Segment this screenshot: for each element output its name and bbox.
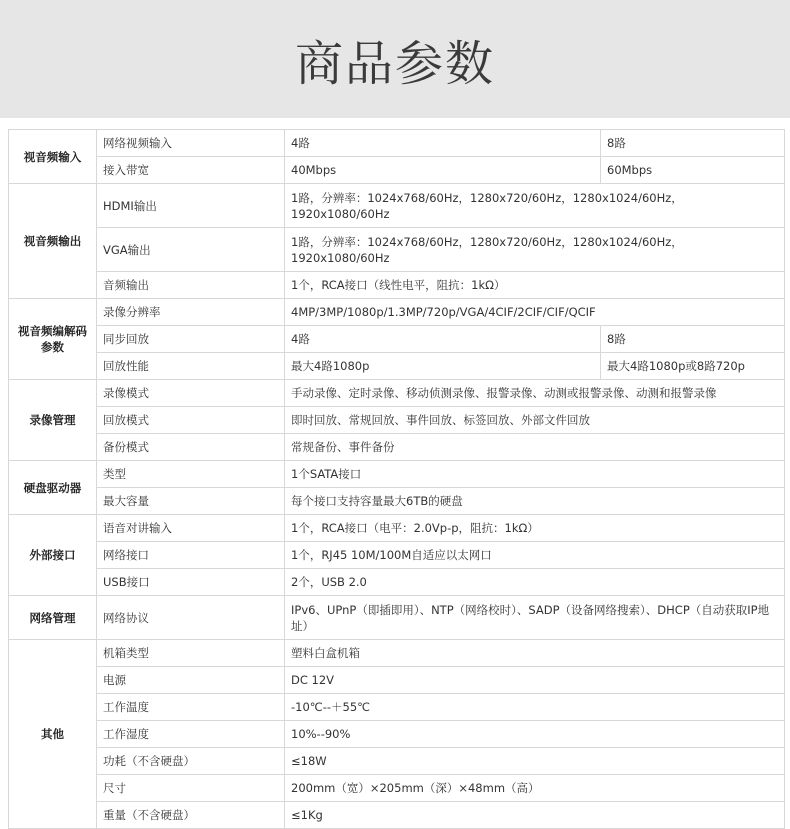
table-row xyxy=(9,775,785,802)
category-cell: 视音频输入 xyxy=(9,130,97,184)
param-value: 常规备份、事件备份 xyxy=(285,434,785,461)
param-value: 4MP/3MP/1080p/1.3MP/720p/VGA/4CIF/2CIF/CIF/QCIF xyxy=(285,299,785,326)
param-label: 工作湿度 xyxy=(97,721,285,748)
param-label: 最大容量 xyxy=(97,488,285,515)
table-row xyxy=(9,515,785,542)
table-row xyxy=(9,488,785,515)
table-row xyxy=(9,748,785,775)
param-value: 1路，分辨率：1024x768/60Hz，1280x720/60Hz，1280x1024/60Hz，1920x1080/60Hz xyxy=(285,228,785,272)
param-label: 电源 xyxy=(97,667,285,694)
param-value: DC 12V xyxy=(285,667,785,694)
param-label: 尺寸 xyxy=(97,775,285,802)
param-value: 10%--90% xyxy=(285,721,785,748)
param-label: 功耗（不含硬盘） xyxy=(97,748,285,775)
param-value: IPv6、UPnP（即插即用）、NTP（网络校时）、SADP（设备网络搜索）、DHCP（自动获取IP地址） xyxy=(285,596,785,640)
param-label: 重量（不含硬盘） xyxy=(97,802,285,829)
param-label: 音频输出 xyxy=(97,272,285,299)
param-value-4ch: 40Mbps xyxy=(285,157,601,184)
table-row xyxy=(9,802,785,829)
table-row xyxy=(9,326,785,353)
param-value-8ch: 最大4路1080p或8路720p xyxy=(601,353,785,380)
table-row xyxy=(9,667,785,694)
param-value: ≤18W xyxy=(285,748,785,775)
table-row xyxy=(9,569,785,596)
table-row xyxy=(9,157,785,184)
param-value: 1个，RJ45 10M/100M自适应以太网口 xyxy=(285,542,785,569)
param-value: 手动录像、定时录像、移动侦测录像、报警录像、动测或报警录像、动测和报警录像 xyxy=(285,380,785,407)
param-value-8ch: 60Mbps xyxy=(601,157,785,184)
param-value: 1路，分辨率：1024x768/60Hz，1280x720/60Hz，1280x1024/60Hz，1920x1080/60Hz xyxy=(285,184,785,228)
table-row xyxy=(9,461,785,488)
param-label: HDMI输出 xyxy=(97,184,285,228)
table-row xyxy=(9,721,785,748)
param-label: 网络视频输入 xyxy=(97,130,285,157)
page-title: 商品参数 xyxy=(294,35,495,92)
category-cell: 录像管理 xyxy=(9,380,97,461)
table-row xyxy=(9,299,785,326)
param-label: 语音对讲输入 xyxy=(97,515,285,542)
table-row xyxy=(9,130,785,157)
param-value: ≤1Kg xyxy=(285,802,785,829)
param-value: 塑料白盒机箱 xyxy=(285,640,785,667)
spec-table xyxy=(8,129,785,829)
table-row xyxy=(9,353,785,380)
category-cell: 视音频输出 xyxy=(9,184,97,299)
category-cell: 视音频编解码参数 xyxy=(9,299,97,380)
table-row xyxy=(9,640,785,667)
param-value: 每个接口支持容量最大6TB的硬盘 xyxy=(285,488,785,515)
table-row xyxy=(9,184,785,228)
param-label: 备份模式 xyxy=(97,434,285,461)
param-label: 网络接口 xyxy=(97,542,285,569)
param-label: 接入带宽 xyxy=(97,157,285,184)
param-value: 200mm（宽）×205mm（深）×48mm（高） xyxy=(285,775,785,802)
param-label: 类型 xyxy=(97,461,285,488)
table-row xyxy=(9,272,785,299)
param-value: 1个，RCA接口（电平：2.0Vp-p，阻抗：1kΩ） xyxy=(285,515,785,542)
param-value-4ch: 最大4路1080p xyxy=(285,353,601,380)
table-row xyxy=(9,380,785,407)
param-label: 机箱类型 xyxy=(97,640,285,667)
table-row xyxy=(9,434,785,461)
table-row xyxy=(9,228,785,272)
param-value: -10℃--＋55℃ xyxy=(285,694,785,721)
table-row xyxy=(9,596,785,640)
param-label: 录像模式 xyxy=(97,380,285,407)
param-value-8ch: 8路 xyxy=(601,326,785,353)
param-label: 回放模式 xyxy=(97,407,285,434)
param-value: 即时回放、常规回放、事件回放、标签回放、外部文件回放 xyxy=(285,407,785,434)
table-row xyxy=(9,694,785,721)
param-label: 同步回放 xyxy=(97,326,285,353)
param-label: 回放性能 xyxy=(97,353,285,380)
param-value-4ch: 4路 xyxy=(285,326,601,353)
category-cell: 硬盘驱动器 xyxy=(9,461,97,515)
param-value: 1个，RCA接口（线性电平，阻抗：1kΩ） xyxy=(285,272,785,299)
table-row xyxy=(9,407,785,434)
param-label: VGA输出 xyxy=(97,228,285,272)
param-value-8ch: 8路 xyxy=(601,130,785,157)
param-label: USB接口 xyxy=(97,569,285,596)
param-label: 工作温度 xyxy=(97,694,285,721)
param-value: 1个SATA接口 xyxy=(285,461,785,488)
table-row xyxy=(9,542,785,569)
param-label: 录像分辨率 xyxy=(97,299,285,326)
param-value-4ch: 4路 xyxy=(285,130,601,157)
title-banner xyxy=(0,0,790,118)
param-value: 2个，USB 2.0 xyxy=(285,569,785,596)
category-cell: 外部接口 xyxy=(9,515,97,596)
param-label: 网络协议 xyxy=(97,596,285,640)
category-cell: 网络管理 xyxy=(9,596,97,640)
category-cell: 其他 xyxy=(9,640,97,829)
